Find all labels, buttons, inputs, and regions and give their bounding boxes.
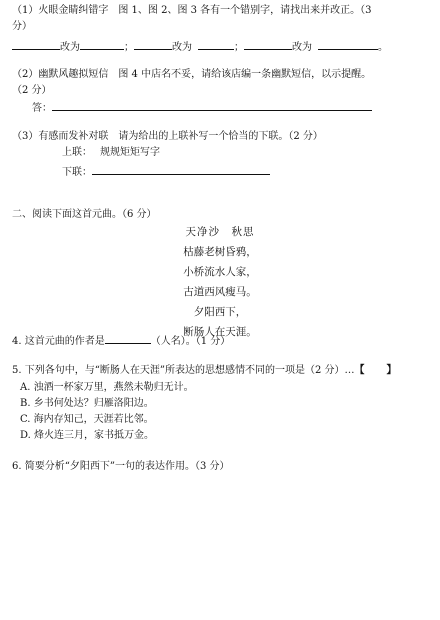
q1-sep-1: ； [124, 42, 134, 53]
poem-title: 天净沙 秋思 [185, 226, 255, 238]
q5-option-b: B. 乡书何处达？归雁洛阳边。 [20, 398, 154, 409]
poem-line: 小桥流水人家， [183, 266, 257, 278]
q5-option-d: D. 烽火连三月，家书抵万金。 [20, 430, 155, 441]
q1-end: 。 [378, 42, 388, 53]
q2-prompt: （2）幽默风趣拟短信 图 4 中店名不妥，请给该店编一条幽默短信，以示提醒。 [12, 69, 372, 80]
q1-blank-right-3[interactable] [318, 38, 378, 50]
q3-lower-blank[interactable] [92, 163, 270, 175]
q2-answer-label: 答： [32, 103, 52, 114]
q1-blank-right-1[interactable] [80, 38, 124, 50]
q5-stem: 5. 下列各句中，与“断肠人在天涯”所表达的思想感情不同的一项是（2 分）… [12, 365, 355, 376]
q1-blank-right-2[interactable] [198, 38, 234, 50]
q3-prompt: （3）有感而发补对联 请为给出的上联补写一个恰当的下联。（2 分） [12, 131, 323, 142]
q4-suffix: （人名）。（1 分） [150, 336, 231, 347]
q5-stem-row [12, 364, 397, 378]
q2-answer-row [32, 99, 372, 116]
section2-heading: 二、阅读下面这首元曲。（6 分） [12, 209, 157, 220]
poem-line: 古道西风瘦马。 [183, 286, 257, 298]
q1-gai-2: 改为 [172, 42, 192, 53]
q1-blank-wrong-3[interactable] [244, 38, 292, 50]
q5-option-c: C. 海内存知己，天涯若比邻。 [20, 414, 154, 425]
q3-upper-row [62, 146, 160, 160]
poem-line: 夕阳西下， [193, 306, 247, 318]
q4-prefix: 4. 这首元曲的作者是 [12, 336, 105, 347]
q1-prompt-cont: 分） [12, 21, 32, 32]
q1-sep-2: ； [234, 42, 244, 53]
q3-lower-row [62, 163, 270, 180]
q2-prompt-cont: （2 分） [12, 85, 52, 96]
q1-gai-3: 改为 [292, 42, 312, 53]
q1-answer-row [12, 38, 388, 55]
q5-bracket-close: 】 [386, 365, 397, 376]
q1-blank-wrong-2[interactable] [134, 38, 172, 50]
poem-line: 断肠人在天涯。 [183, 326, 257, 338]
poem [0, 222, 440, 342]
q1-prompt: （1）火眼金睛纠错字 图 1、图 2、图 3 各有一个错别字，请找出来并改正。（3 [12, 5, 372, 16]
q3-upper-label: 上联： [62, 147, 92, 158]
q5-bracket-open: 【 [354, 365, 365, 376]
q3-lower-label: 下联： [62, 167, 92, 178]
q1-blank-wrong-1[interactable] [12, 38, 60, 50]
poem-line: 枯藤老树昏鸦， [183, 246, 257, 258]
q1-gai-1: 改为 [60, 42, 80, 53]
q2-answer-blank[interactable] [52, 99, 372, 111]
q5-option-a: A. 浊酒一杯家万里，燕然未勒归无计。 [20, 382, 194, 393]
q3-upper-text: 规规矩矩写字 [100, 147, 160, 158]
q4-author-blank[interactable] [105, 332, 151, 344]
q6-stem: 6. 简要分析“夕阳西下”一句的表达作用。（3 分） [12, 461, 230, 472]
q4-row [12, 332, 230, 349]
